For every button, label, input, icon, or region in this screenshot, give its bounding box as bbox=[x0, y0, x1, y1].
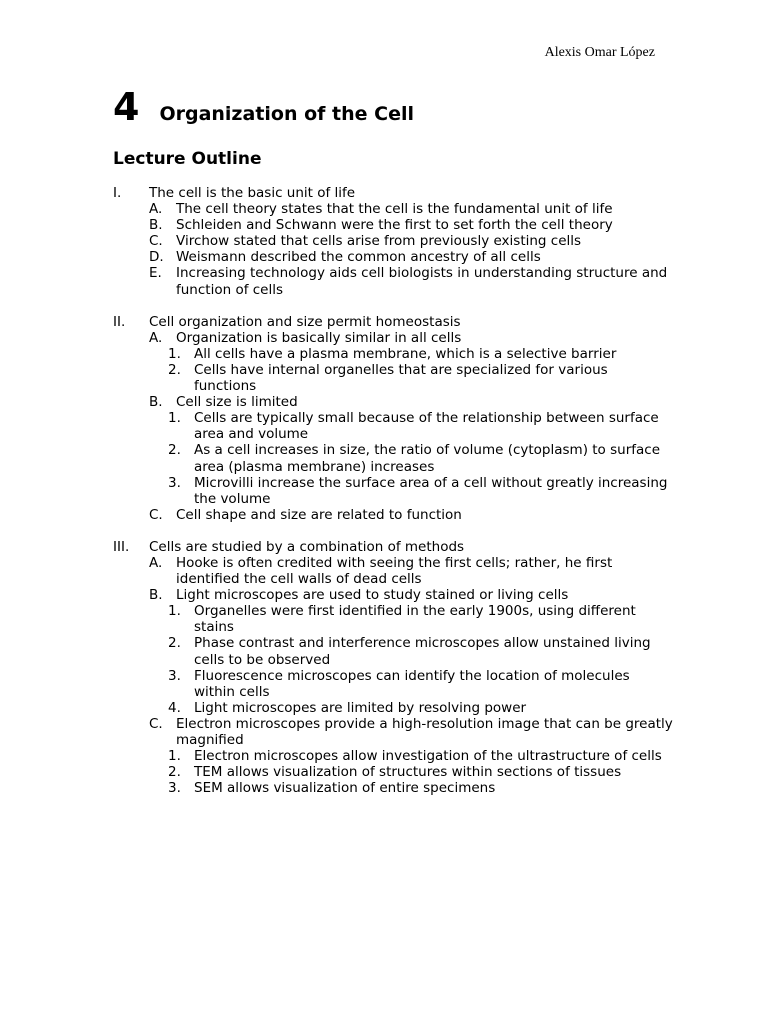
outline-marker: III. bbox=[113, 538, 130, 555]
outline-marker: I. bbox=[113, 185, 122, 201]
outline-marker: A. bbox=[149, 329, 163, 346]
outline-text: Electron microscopes provide a high-resolution image that can be greatly magnified bbox=[176, 715, 673, 748]
outline-text: Phase contrast and interference microscopes allow unstained living cells to be observed bbox=[194, 635, 651, 668]
outline-item bbox=[113, 233, 673, 249]
outline-item bbox=[113, 748, 673, 764]
outline-text: Light microscopes are used to study stained or living cells bbox=[176, 587, 569, 604]
outline-marker: C. bbox=[149, 715, 163, 732]
outline-item bbox=[113, 410, 673, 442]
outline-marker: 1. bbox=[168, 748, 181, 765]
outline-text: Fluorescence microscopes can identify the location of molecules within cells bbox=[194, 667, 630, 700]
outline-text: Cells are typically small because of the relationship between surface area and volume bbox=[194, 410, 659, 443]
outline-item bbox=[113, 603, 673, 635]
outline-marker: 2. bbox=[168, 635, 181, 652]
outline-marker: 3. bbox=[168, 780, 181, 797]
outline-text: Cells are studied by a combination of methods bbox=[149, 538, 465, 555]
outline-text: The cell theory states that the cell is the fundamental unit of life bbox=[176, 201, 613, 218]
outline-marker: 3. bbox=[168, 667, 181, 684]
outline-text: Weismann described the common ancestry of all cells bbox=[176, 249, 541, 266]
chapter-heading bbox=[113, 85, 415, 129]
outline-text: Organelles were first identified in the early 1900s, using different stains bbox=[194, 603, 636, 636]
outline-item bbox=[113, 394, 673, 410]
outline-item bbox=[113, 716, 673, 748]
outline-item bbox=[113, 555, 673, 587]
outline-item bbox=[113, 362, 673, 394]
outline-marker: E. bbox=[149, 265, 162, 282]
outline-text: Light microscopes are limited by resolving power bbox=[194, 699, 527, 716]
outline-marker: 2. bbox=[168, 361, 181, 378]
outline-text: Increasing technology aids cell biologists in understanding structure and function of cells bbox=[176, 265, 668, 298]
outline-item bbox=[113, 635, 673, 667]
outline-marker: B. bbox=[149, 217, 163, 234]
outline-item bbox=[113, 330, 673, 346]
outline-text: Cell shape and size are related to function bbox=[176, 506, 462, 523]
outline-marker: C. bbox=[149, 506, 163, 523]
outline-text: TEM allows visualization of structures within sections of tissues bbox=[194, 764, 622, 781]
outline-item bbox=[113, 249, 673, 265]
outline-item bbox=[113, 587, 673, 603]
outline-item bbox=[113, 314, 673, 330]
outline-item bbox=[113, 507, 673, 523]
chapter-title: Organization of the Cell bbox=[159, 103, 415, 125]
outline-text: Organization is basically similar in all cells bbox=[176, 329, 462, 346]
outline-item bbox=[113, 475, 673, 507]
author-name: Alexis Omar López bbox=[544, 45, 655, 60]
outline-item bbox=[113, 539, 673, 555]
outline-marker: B. bbox=[149, 587, 163, 604]
outline-text: Cell organization and size permit homeostasis bbox=[149, 313, 461, 330]
outline-marker: 1. bbox=[168, 345, 181, 362]
section-subtitle: Lecture Outline bbox=[113, 149, 262, 169]
outline-marker: A. bbox=[149, 554, 163, 571]
outline-text: Microvilli increase the surface area of a cell without greatly increasing the volume bbox=[194, 474, 668, 507]
outline-marker: B. bbox=[149, 394, 163, 411]
outline-marker: 4. bbox=[168, 699, 181, 716]
outline-spacer bbox=[113, 298, 673, 314]
outline-marker: 1. bbox=[168, 603, 181, 620]
outline-text: All cells have a plasma membrane, which is a selective barrier bbox=[194, 345, 617, 362]
outline-text: Hooke is often credited with seeing the first cells; rather, he first identified the cell walls of dead cells bbox=[176, 554, 613, 588]
outline-text: SEM allows visualization of entire specimens bbox=[194, 780, 496, 797]
outline-marker: 1. bbox=[168, 410, 181, 427]
chapter-number: 4 bbox=[113, 85, 140, 129]
outline-text: Virchow stated that cells arise from previously existing cells bbox=[176, 233, 582, 250]
outline-item bbox=[113, 185, 673, 201]
outline-text: Cells have internal organelles that are specialized for various functions bbox=[194, 361, 608, 395]
outline-item bbox=[113, 764, 673, 780]
lecture-outline bbox=[113, 185, 673, 796]
outline-marker: 3. bbox=[168, 474, 181, 491]
outline-marker: C. bbox=[149, 233, 163, 250]
outline-text: Cell size is limited bbox=[176, 394, 298, 411]
outline-marker: A. bbox=[149, 201, 163, 218]
outline-item bbox=[113, 201, 673, 217]
outline-item bbox=[113, 668, 673, 700]
outline-marker: 2. bbox=[168, 764, 181, 781]
outline-text: Electron microscopes allow investigation of the ultrastructure of cells bbox=[194, 748, 662, 765]
outline-item bbox=[113, 265, 673, 297]
outline-text: As a cell increases in size, the ratio of volume (cytoplasm) to surface area (plasma membrane) increases bbox=[194, 442, 661, 475]
outline-text: Schleiden and Schwann were the first to set forth the cell theory bbox=[176, 217, 613, 234]
outline-item bbox=[113, 442, 673, 474]
outline-marker: 2. bbox=[168, 442, 181, 459]
outline-spacer bbox=[113, 523, 673, 539]
outline-text: The cell is the basic unit of life bbox=[149, 185, 356, 201]
outline-marker: D. bbox=[149, 249, 164, 266]
outline-item bbox=[113, 780, 673, 796]
outline-marker: II. bbox=[113, 313, 126, 330]
outline-item bbox=[113, 700, 673, 716]
outline-item bbox=[113, 217, 673, 233]
outline-item bbox=[113, 346, 673, 362]
